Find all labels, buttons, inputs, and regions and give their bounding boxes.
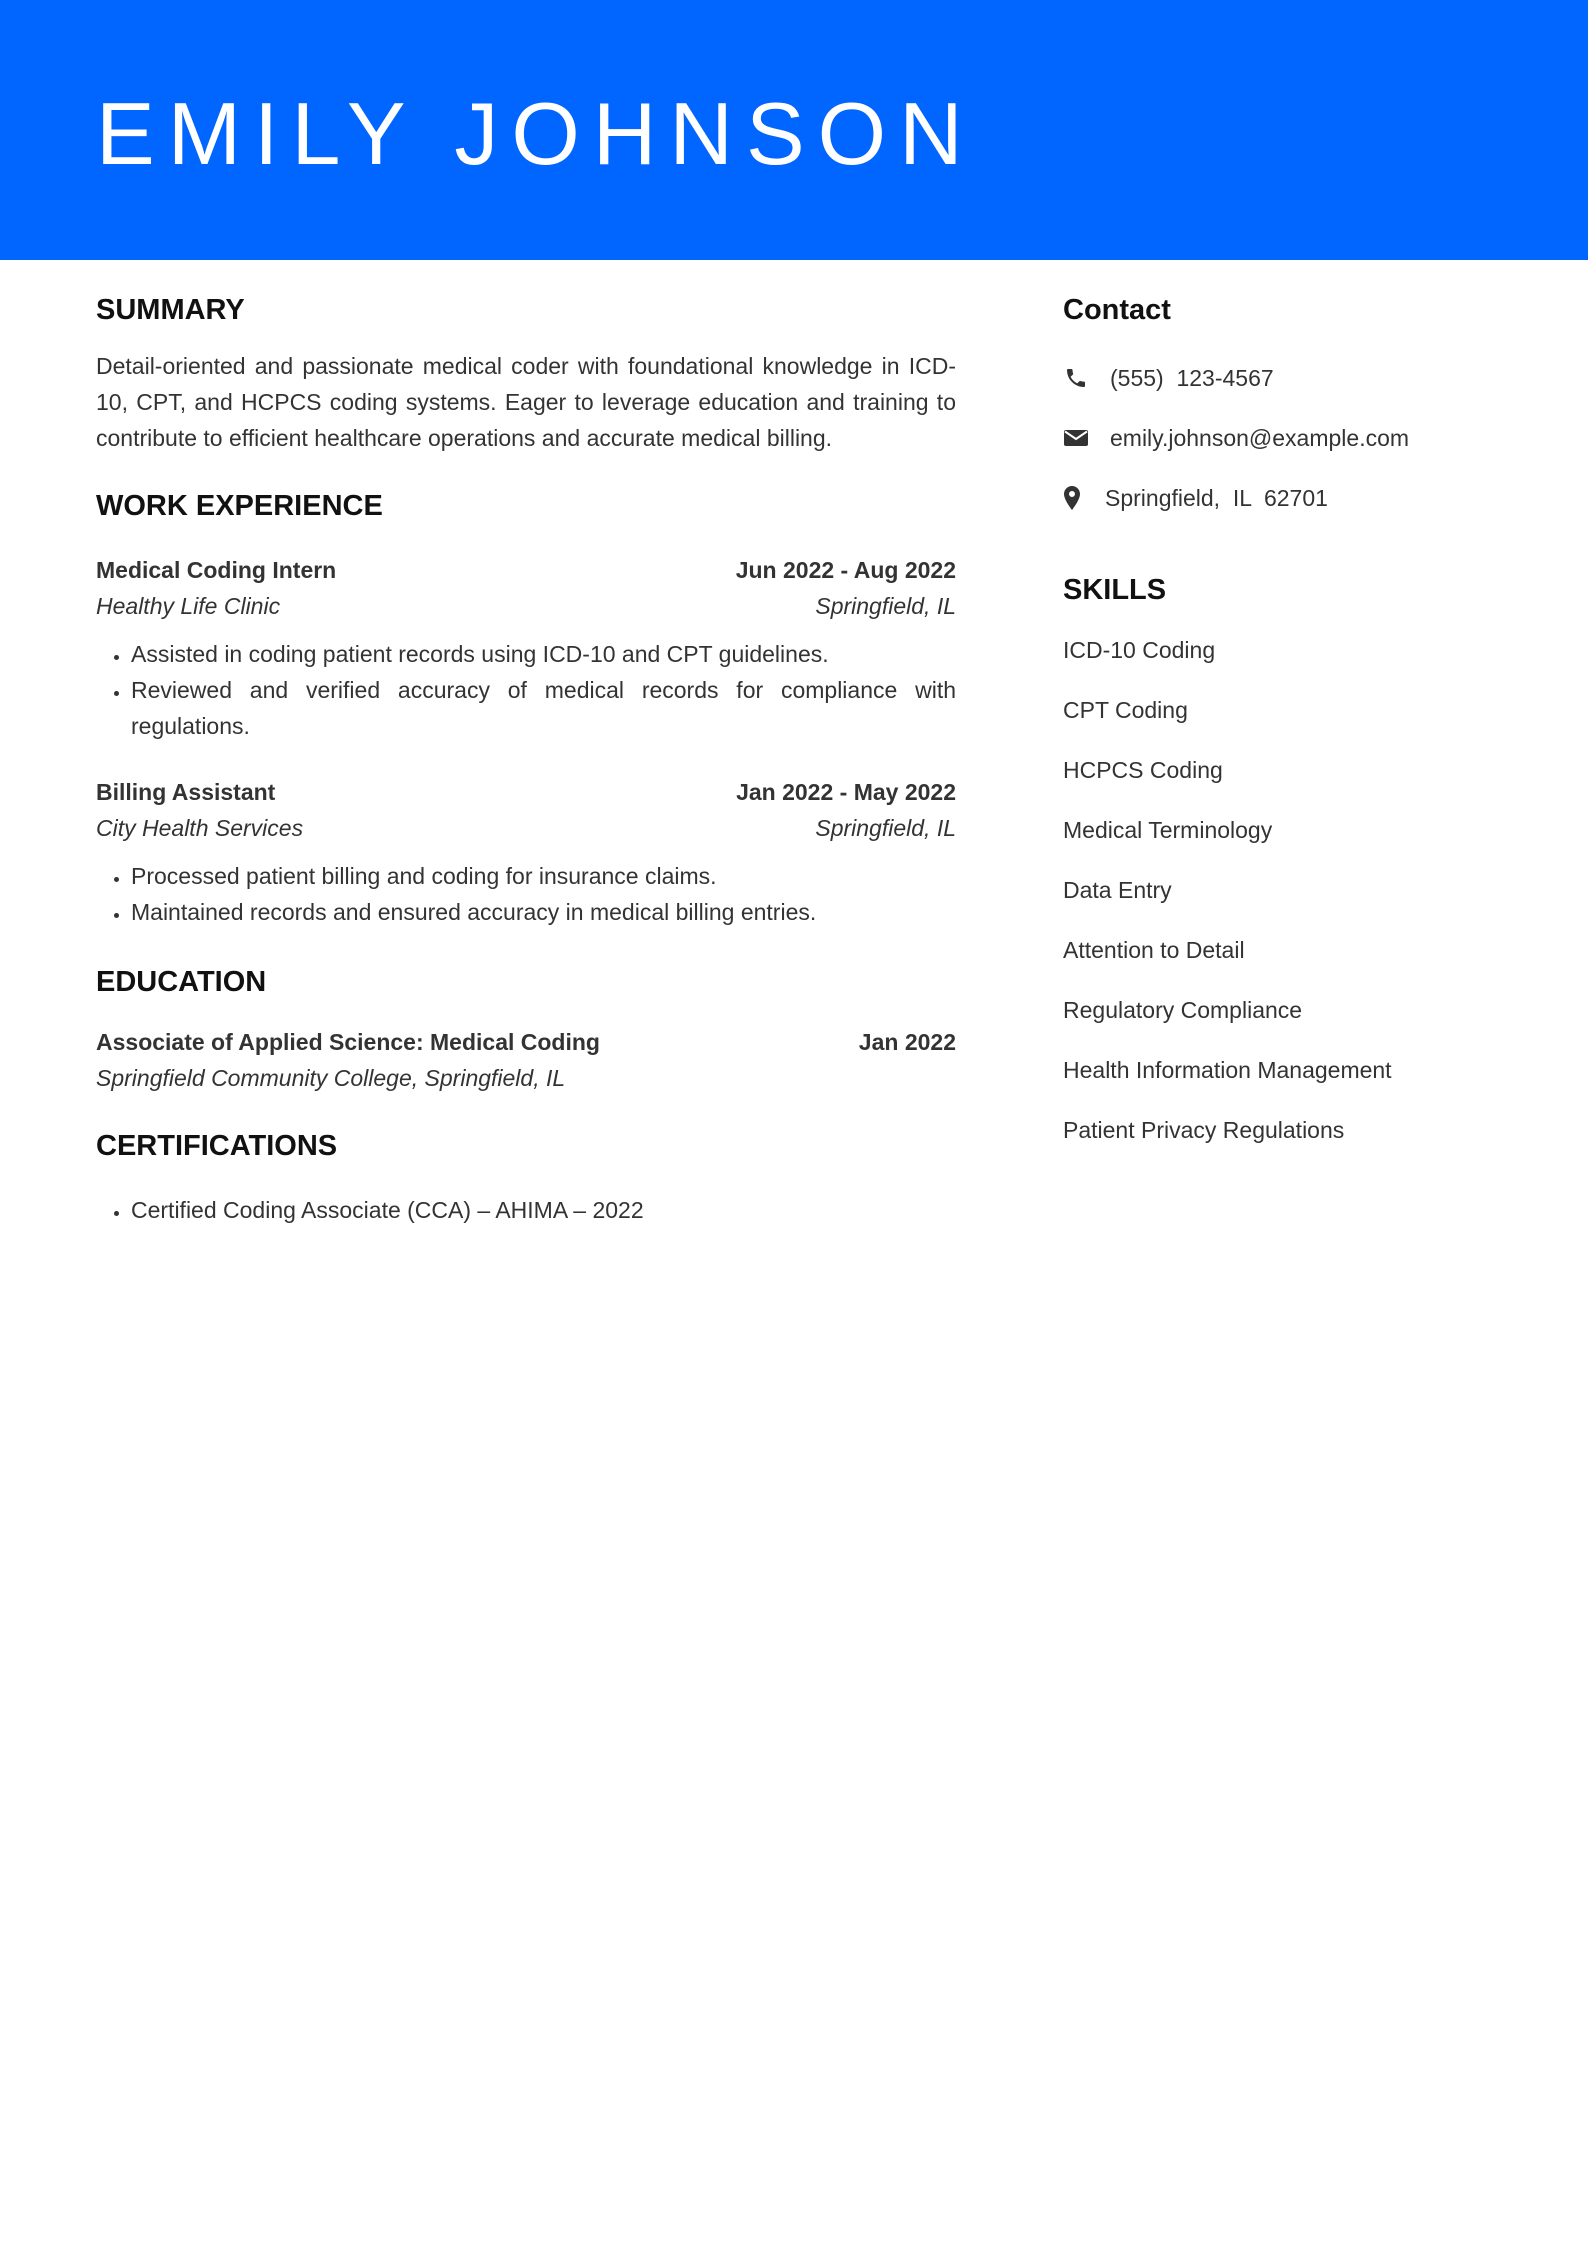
job-bullets <box>96 858 956 930</box>
summary-section <box>96 288 956 456</box>
envelope-icon <box>1063 428 1110 448</box>
main-column <box>96 288 956 1228</box>
skills-heading: SKILLS <box>1063 574 1167 606</box>
skill-item: Data Entry <box>1063 877 1172 903</box>
email-address: emily.johnson@example.com <box>1110 424 1410 451</box>
job-organization: City Health Services <box>96 815 304 841</box>
skill-item: Attention to Detail <box>1063 937 1245 963</box>
school-name: Springfield Community College, Springfield, IL <box>96 1065 566 1091</box>
job-location: Springfield, IL <box>815 593 956 619</box>
skill-item: Medical Terminology <box>1063 817 1273 843</box>
list-item: • Assisted in coding patient records using ICD-10 and CPT guidelines. <box>131 636 956 672</box>
skill-item: HCPCS Coding <box>1063 757 1223 783</box>
summary-text: Detail-oriented and passionate medical coder with foundational knowledge in ICD-10, CPT, and HCPCS coding systems. Eager to leverage education and training to contribute to efficient healthcare operations and accurate medical billing. <box>96 353 956 451</box>
certifications-heading: CERTIFICATIONS <box>96 1130 338 1162</box>
contact-section <box>1063 288 1503 528</box>
job-title: Billing Assistant <box>96 779 276 805</box>
certifications-list <box>96 1192 956 1228</box>
skills-list <box>1063 632 1503 1172</box>
list-item: • Certified Coding Associate (CCA) – AHIMA – 2022 <box>131 1192 956 1228</box>
candidate-name: EMILY JOHNSON <box>96 84 976 183</box>
job-bullets <box>96 636 956 744</box>
job-organization: Healthy Life Clinic <box>96 593 281 619</box>
certifications-section <box>96 1124 956 1228</box>
job-dates: Jan 2022 - May 2022 <box>736 779 956 805</box>
phone-number: (555) 123-4567 <box>1110 364 1274 391</box>
job-title: Medical Coding Intern <box>96 557 337 583</box>
work-experience-section <box>96 484 956 930</box>
contact-email <box>1063 408 1503 468</box>
skill-item: Health Information Management <box>1063 1057 1392 1083</box>
skill-item: ICD-10 Coding <box>1063 637 1216 663</box>
contact-phone <box>1063 348 1503 408</box>
education-heading: EDUCATION <box>96 966 267 998</box>
list-item: • Reviewed and verified accuracy of medical records for compliance with regulations. <box>131 672 956 744</box>
work-experience-heading: WORK EXPERIENCE <box>96 490 383 522</box>
job-entry <box>96 552 956 744</box>
degree-title: Associate of Applied Science: Medical Coding <box>96 1029 600 1055</box>
list-item: • Processed patient billing and coding for insurance claims. <box>131 858 956 894</box>
skills-section <box>1063 568 1503 1172</box>
degree-date: Jan 2022 <box>858 1029 956 1055</box>
job-dates: Jun 2022 - Aug 2022 <box>735 557 956 583</box>
map-pin-icon <box>1063 485 1105 511</box>
sidebar-column <box>1063 288 1503 1172</box>
contact-heading: Contact <box>1063 294 1171 326</box>
summary-heading: SUMMARY <box>96 294 245 326</box>
phone-icon <box>1063 366 1110 390</box>
header-banner <box>0 0 1588 260</box>
location-text: Springfield, IL 62701 <box>1105 484 1328 511</box>
contact-location <box>1063 468 1503 528</box>
skill-item: CPT Coding <box>1063 697 1188 723</box>
job-location: Springfield, IL <box>815 815 956 841</box>
skill-item: Regulatory Compliance <box>1063 997 1303 1023</box>
job-entry <box>96 774 956 930</box>
education-section <box>96 960 956 1096</box>
list-item: • Maintained records and ensured accuracy in medical billing entries. <box>131 894 956 930</box>
skill-item: Patient Privacy Regulations <box>1063 1117 1345 1143</box>
